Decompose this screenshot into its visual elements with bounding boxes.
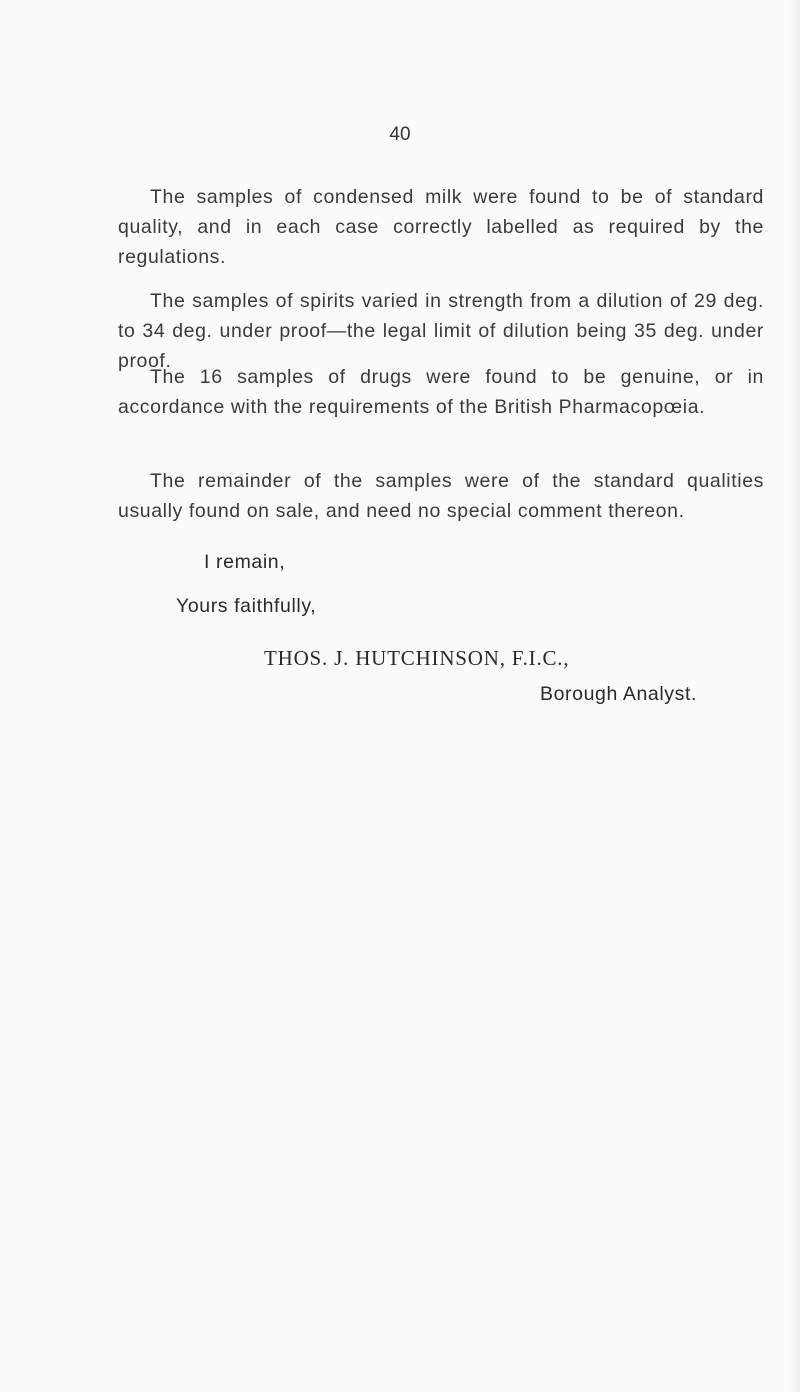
paragraph-remainder: The remainder of the samples were of the standard qualities usually found on sale, and need no special comment thereon.	[118, 470, 764, 522]
paragraph-spirits: The samples of spirits varied in strength from a dilution of 29 deg. to 34 deg. under proof—the legal limit of dilution being 35 deg. under proof.	[118, 290, 764, 372]
paragraph-condensed-milk: The samples of condensed milk were found to be of standard quality, and in each case correctly labelled as required by the regulations.	[118, 186, 764, 268]
signatory-name: THOS. J. HUTCHINSON, F.I.C.,	[264, 646, 570, 670]
signatory-title: Borough Analyst.	[540, 683, 698, 705]
page-number: 40	[389, 124, 411, 145]
closing-salutation: Yours faithfully,	[176, 595, 317, 617]
closing-remain: I remain,	[204, 551, 286, 573]
paragraph-drugs: The 16 samples of drugs were found to be genuine, or in accordance with the requirements of the British Pharmacopœia.	[118, 366, 764, 418]
page-edge-shadow	[790, 0, 800, 1392]
